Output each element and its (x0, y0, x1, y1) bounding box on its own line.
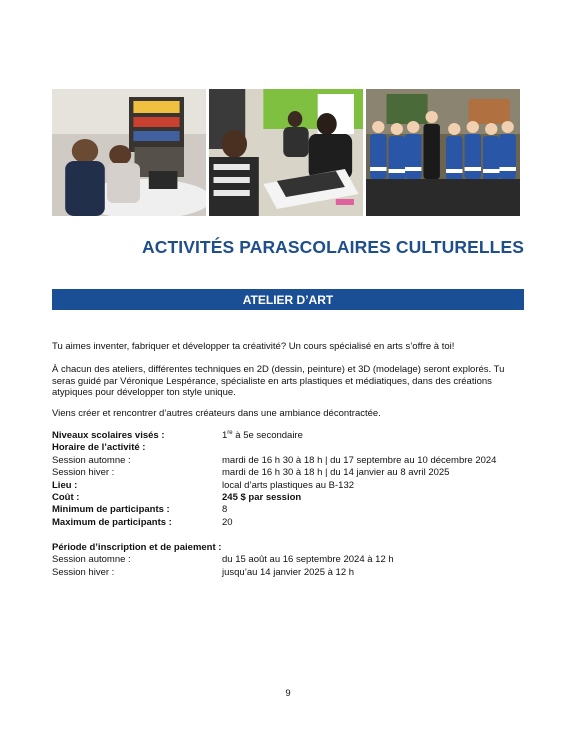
detail-row (52, 567, 524, 579)
workshop-photo (52, 89, 206, 216)
section-header (52, 289, 524, 310)
detail-row (52, 442, 524, 454)
max-participants-label: Maximum de participants : (52, 516, 172, 528)
location-label: Lieu : (52, 479, 78, 491)
team-photo (366, 89, 520, 216)
schedule-label: Horaire de l’activité : (52, 442, 146, 454)
detail-row (52, 554, 524, 566)
activity-details (52, 430, 524, 529)
winter-session-value: mardi de 16 h 30 à 18 h | du 14 janvier au 8 avril 2025 (222, 467, 450, 479)
detail-row (52, 430, 524, 442)
page-number: 9 (285, 688, 291, 699)
detail-row (52, 467, 524, 479)
section-title: ATELIER D’ART (242, 292, 334, 307)
cost-label: Coût : (52, 491, 80, 503)
photo-strip (52, 89, 520, 216)
winter-session-label: Session hiver : (52, 467, 115, 479)
registration-heading: Période d’inscription et de paiement : (52, 542, 222, 553)
detail-row (52, 504, 524, 516)
min-participants-label: Minimum de participants : (52, 504, 170, 516)
fall-session-value: mardi de 16 h 30 à 18 h | du 17 septembre au 10 décembre 2024 (222, 454, 497, 466)
min-participants-value: 8 (222, 504, 228, 516)
levels-value: 1re à 5e secondaire (222, 429, 303, 441)
registration-details (52, 542, 524, 579)
fall-session-label: Session automne : (52, 454, 131, 466)
page-title: ACTIVITÉS PARASCOLAIRES CULTURELLES (141, 237, 524, 257)
chess-photo (209, 89, 363, 216)
invitation-paragraph: Viens créer et rencontrer d’autres créateurs dans une ambiance décontractée. (52, 408, 381, 419)
winter-registration-value: jusqu’au 14 janvier 2025 à 12 h (222, 566, 355, 578)
location-value: local d’arts plastiques au B-132 (222, 479, 355, 491)
detail-row (52, 455, 524, 467)
detail-row (52, 517, 524, 529)
fall-registration-value: du 15 août au 16 septembre 2024 à 12 h (222, 554, 394, 566)
detail-row (52, 480, 524, 492)
detail-row (52, 492, 524, 504)
max-participants-value: 20 (222, 516, 233, 528)
intro-paragraph: Tu aimes inventer, fabriquer et développer ta créativité? Un cours spécialisé en arts s’offre à toi! (52, 341, 455, 352)
detail-row (52, 542, 524, 554)
description-paragraph: À chacun des ateliers, différentes techniques en 2D (dessin, peinture) et 3D (modelage) seront explorés. Tu seras guidé par Véronique Lespérance, spécialiste en arts plastiques et médiatiques, dans des créations atypiques pour développer ton style unique. (52, 364, 505, 398)
fall-registration-label: Session automne : (52, 554, 131, 566)
levels-label: Niveaux scolaires visés : (52, 430, 165, 441)
cost-value: 245 $ par session (222, 491, 302, 503)
winter-registration-label: Session hiver : (52, 566, 115, 578)
